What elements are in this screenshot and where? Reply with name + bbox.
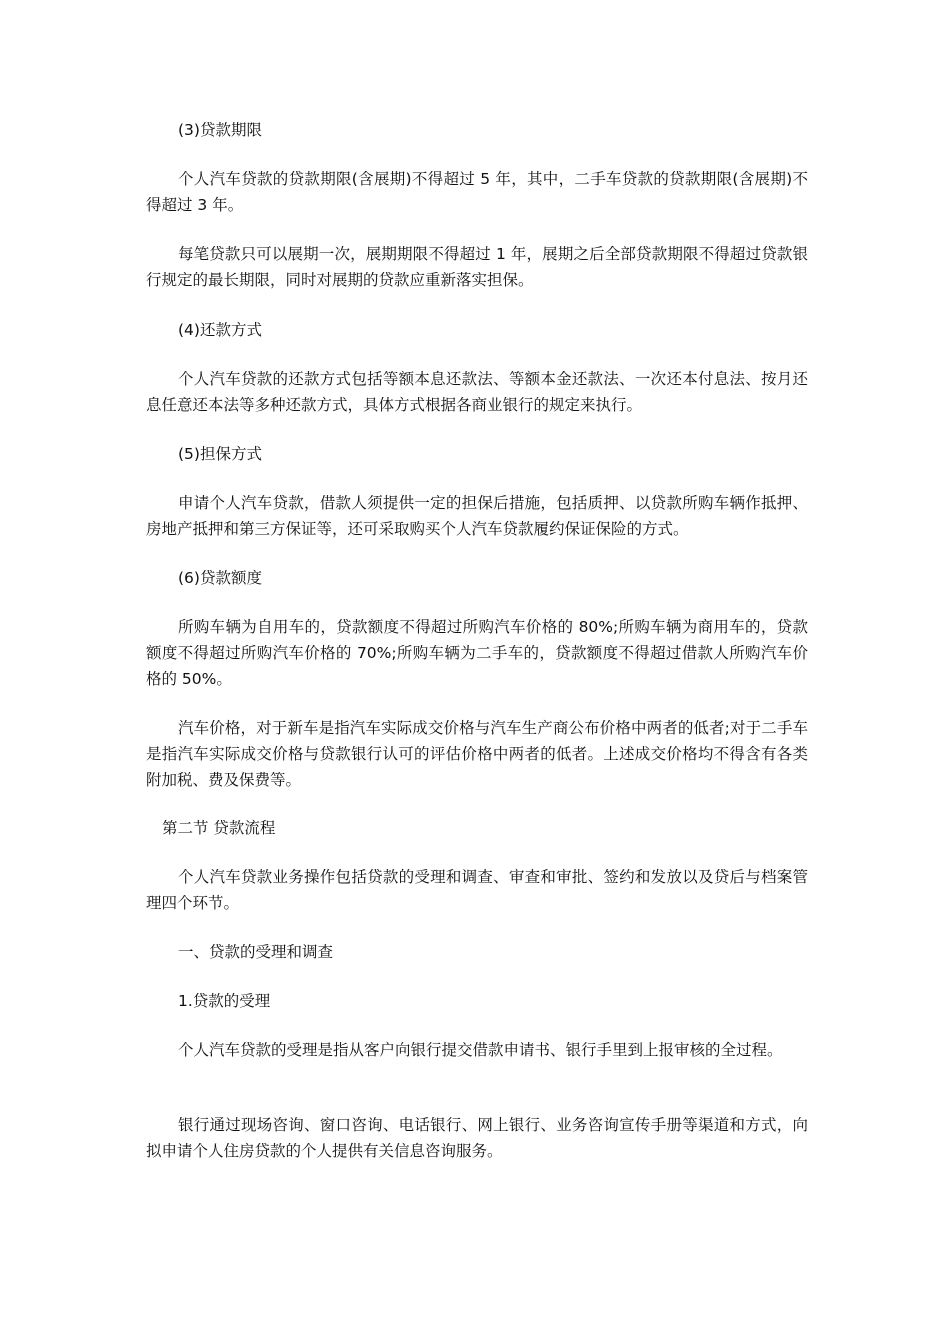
heading-loan-term: (3)贷款期限 <box>178 121 262 139</box>
heading-loan-amount: (6)贷款额度 <box>178 569 262 587</box>
paragraph-bank-consultation: 银行通过现场咨询、窗口咨询、电话银行、网上银行、业务咨询宣传手册等渠道和方式，向拟申请个人住房贷款的个人提供有关信息咨询服务。 <box>146 1116 808 1160</box>
section-heading-loan-process: 第二节 贷款流程 <box>162 819 276 837</box>
paragraph-loan-extension: 每笔贷款只可以展期一次，展期期限不得超过 1 年，展期之后全部贷款期限不得超过贷款银行规定的最长期限，同时对展期的贷款应重新落实担保。 <box>146 245 808 289</box>
heading-acceptance-and-investigation: 一、贷款的受理和调查 <box>178 943 334 961</box>
paragraph-guarantee-method: 申请个人汽车贷款，借款人须提供一定的担保后措施，包括质押、以贷款所购车辆作抵押、房地产抵押和第三方保证等，还可采取购买个人汽车贷款履约保证保险的方式。 <box>146 494 808 538</box>
paragraph-repayment-method: 个人汽车贷款的还款方式包括等额本息还款法、等额本金还款法、一次还本付息法、按月还息任意还本法等多种还款方式，具体方式根据各商业银行的规定来执行。 <box>146 370 808 414</box>
paragraph-car-price: 汽车价格，对于新车是指汽车实际成交价格与汽车生产商公布价格中两者的低者;对于二手车是指汽车实际成交价格与贷款银行认可的评估价格中两者的低者。上述成交价格均不得含有各类附加税、费及保费等。 <box>146 719 808 789</box>
heading-guarantee-method: (5)担保方式 <box>178 445 262 463</box>
heading-loan-acceptance: 1.贷款的受理 <box>178 992 271 1010</box>
paragraph-loan-process-overview: 个人汽车贷款业务操作包括贷款的受理和调查、审查和审批、签约和发放以及贷后与档案管理四个环节。 <box>146 868 808 912</box>
paragraph-loan-term-limit: 个人汽车贷款的贷款期限(含展期)不得超过 5 年，其中，二手车贷款的贷款期限(含展期)不得超过 3 年。 <box>146 170 808 214</box>
heading-repayment-method: (4)还款方式 <box>178 321 262 339</box>
paragraph-loan-acceptance: 个人汽车贷款的受理是指从客户向银行提交借款申请书、银行手里到上报审核的全过程。 <box>178 1041 783 1059</box>
paragraph-loan-amount: 所购车辆为自用车的，贷款额度不得超过所购汽车价格的 80%;所购车辆为商用车的，贷款额度不得超过所购汽车价格的 70%;所购车辆为二手车的，贷款额度不得超过借款人所购汽车价格的 50%。 <box>146 618 808 688</box>
